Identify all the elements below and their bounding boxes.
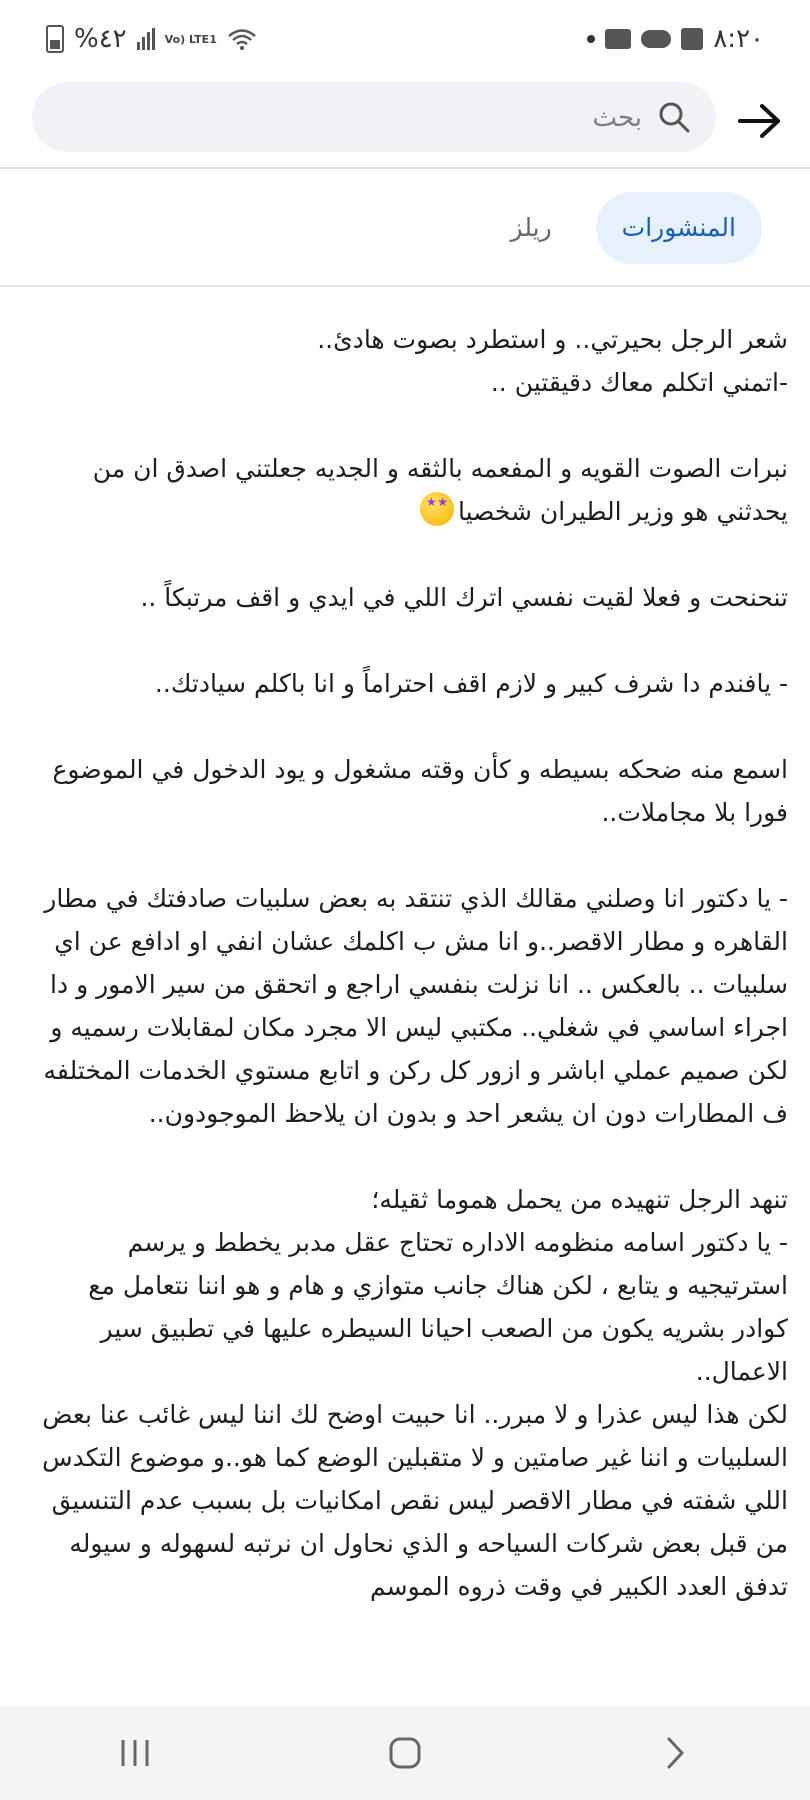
post-paragraph: -اتمني اتكلم معاك دقيقتين .. bbox=[490, 368, 788, 397]
mail-icon bbox=[605, 29, 631, 49]
post-paragraph: شعر الرجل بحيرتي.. و استطرد بصوت هادئ.. bbox=[317, 325, 788, 354]
tab-posts[interactable]: المنشورات bbox=[596, 192, 762, 264]
post-paragraph-text: نبرات الصوت القويه و المفعمه بالثقه و الجديه جعلتني اصدق ان من يحدثني هو وزير الطيران شخصيا bbox=[92, 454, 788, 526]
tab-reels[interactable]: ريلز bbox=[510, 213, 552, 242]
post-paragraph: - يافندم دا شرف كبير و لازم اقف احتراماً و انا باكلم سيادتك.. bbox=[154, 669, 788, 698]
status-left bbox=[46, 24, 257, 54]
back-chevron-icon bbox=[663, 1735, 687, 1771]
post-paragraph: لكن هذا ليس عذرا و لا مبرر.. انا حبيت اوضح لك اننا ليس غائب عنا بعض السلبيات و اننا غير صامتين و لا متقبلين الوضع كما هو..و موضوع التكدس اللي شفته في مطار الاقصر ليس نقص امكانيات بل بسبب عدم التنسيق من قبل بعض شركات السياحه و الذي نحاول ان نرتبه لسهوله و سيوله تدفق العدد الكبير في وقت ذروه الموسم bbox=[42, 1400, 788, 1601]
search-box[interactable] bbox=[32, 82, 716, 152]
post-paragraph: - يا دكتور انا وصلني مقالك الذي تنتقد به بعض سلبيات صادفتك في مطار القاهره و مطار الاقصر..و انا مش ب اكلمك عشان انفي او ادافع عن اي سلبيات .. بالعكس .. انا نزلت بنفسي اراجع و اتحقق من سير الامور و دا اجراء اساسي في شغلي.. مكتبي ليس الا مجرد مكان لمقابلات رسميه و لكن صميم عملي اباشر و ازور كل ركن و اتابع مستوي الخدمات المختلفه ف المطارات دون ان يشعر احد و بدون ان يلاحظ الموجودون.. bbox=[43, 884, 788, 1128]
star-struck-emoji-icon bbox=[420, 492, 454, 526]
signal-icon bbox=[137, 28, 155, 50]
tabs-divider bbox=[0, 285, 810, 287]
post-body bbox=[36, 318, 788, 1608]
battery-percent: %٤٢ bbox=[74, 24, 127, 54]
network-label: Vo) LTE1 bbox=[164, 32, 217, 46]
arrow-icon[interactable] bbox=[734, 96, 784, 146]
search-header bbox=[0, 78, 810, 168]
system-nav-bar bbox=[0, 1706, 810, 1800]
back-button[interactable] bbox=[635, 1723, 715, 1783]
cloud-icon bbox=[641, 30, 671, 48]
home-button[interactable] bbox=[365, 1723, 445, 1783]
post-paragraph: تنهد الرجل تنهيده من يحمل هموما ثقيله؛ bbox=[371, 1185, 788, 1214]
search-input[interactable] bbox=[80, 82, 644, 154]
post-paragraph: تنحنحت و فعلا لقيت نفسي اترك اللي في ايدي و اقف مرتبكاً .. bbox=[140, 583, 788, 612]
status-time: ٨:٢٠ bbox=[713, 24, 764, 54]
tabs bbox=[485, 192, 762, 264]
battery-icon bbox=[46, 25, 64, 53]
recents-icon bbox=[117, 1736, 153, 1770]
post-paragraph: - يا دكتور اسامه منظومه الاداره تحتاج عقل مدبر يخطط و يرسم استرتيجيه و يتابع ، لكن هناك جانب متوازي و هام و هو اننا نتعامل مع كوادر بشريه يكون من الصعب احيانا السيطره عليها في تطبيق سير الاعمال.. bbox=[88, 1228, 788, 1386]
home-icon bbox=[388, 1736, 422, 1770]
post-paragraph: اسمع منه ضحكه بسيطه و كأن وقته مشغول و يود الدخول في الموضوع فورا بلا مجاملات.. bbox=[52, 755, 788, 827]
dot-icon bbox=[587, 35, 595, 43]
post-paragraph bbox=[36, 447, 788, 533]
status-right bbox=[587, 24, 764, 54]
recents-button[interactable] bbox=[95, 1723, 175, 1783]
search-icon[interactable] bbox=[656, 99, 692, 135]
gallery-icon bbox=[681, 28, 703, 50]
header-divider bbox=[0, 167, 810, 169]
status-bar bbox=[0, 0, 810, 78]
wifi-icon bbox=[227, 27, 257, 51]
